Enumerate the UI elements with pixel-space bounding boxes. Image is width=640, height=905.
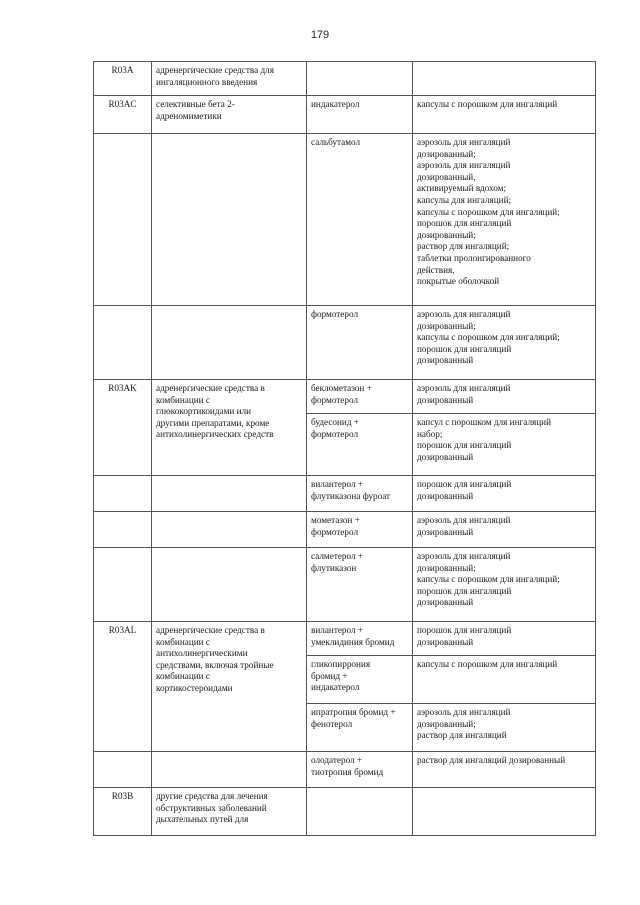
atc-group-name: адренергические средства в комбинации с антихолинергическими средствами, включая тройные комбинации с кортикостероидами	[152, 622, 307, 752]
table-body	[94, 62, 596, 836]
table-row	[94, 752, 596, 788]
table-row	[94, 788, 596, 836]
dosage-form	[413, 788, 596, 836]
atc-code: R03AL	[94, 622, 152, 752]
dosage-form: раствор для ингаляций дозированный	[413, 752, 596, 788]
drug-name: вилантерол + умеклидиния бромид	[307, 622, 413, 656]
atc-group-name: адренергические средства для ингаляционного введения	[152, 62, 307, 96]
table-row	[94, 622, 596, 656]
dosage-form: капсулы с порошком для ингаляций	[413, 656, 596, 704]
drug-name: сальбутамол	[307, 134, 413, 306]
atc-group-name: адренергические средства в комбинации с глюкокортикоидами или другими препаратами, кроме антихолинергических средств	[152, 380, 307, 476]
dosage-form: капсулы с порошком для ингаляций	[413, 96, 596, 134]
dosage-form	[413, 62, 596, 96]
table-row	[94, 62, 596, 96]
dosage-form: аэрозоль для ингаляций дозированный; капсулы с порошком для ингаляций; порошок для ингаляций дозированный	[413, 548, 596, 622]
drug-name: вилантерол + флутиказона фуроат	[307, 476, 413, 512]
atc-group-name: селективные бета 2- адреномиметики	[152, 96, 307, 134]
drug-name: салметерол + флутиказон	[307, 548, 413, 622]
table-row	[94, 380, 596, 414]
drug-name: ипратропия бромид + фенотерол	[307, 704, 413, 752]
dosage-form: аэрозоль для ингаляций дозированный; аэрозоль для ингаляций дозированный, активируемый вдохом; капсулы для ингаляций; капсулы с порошком для ингаляций; порошок для ингаляций дозированный; раствор для ингаляций; таблетки пролонгированного действия, покрытые оболочкой	[413, 134, 596, 306]
table-row	[94, 476, 596, 512]
table-row	[94, 96, 596, 134]
drug-name: индакатерол	[307, 96, 413, 134]
atc-code: R03AK	[94, 380, 152, 476]
dosage-form: аэрозоль для ингаляций дозированный; капсулы с порошком для ингаляций; порошок для ингаляций дозированный	[413, 306, 596, 380]
dosage-form: аэрозоль для ингаляций дозированный; раствор для ингаляций	[413, 704, 596, 752]
atc-code: R03A	[94, 62, 152, 96]
drug-name	[307, 62, 413, 96]
drug-name: формотерол	[307, 306, 413, 380]
table-row	[94, 512, 596, 548]
atc-code: R03AC	[94, 96, 152, 134]
dosage-form: капсул с порошком для ингаляций набор; порошок для ингаляций дозированный	[413, 414, 596, 476]
table-row	[94, 548, 596, 622]
dosage-form: порошок для ингаляций дозированный	[413, 476, 596, 512]
dosage-form: аэрозоль для ингаляций дозированный	[413, 512, 596, 548]
table-row	[94, 306, 596, 380]
drug-name: гликопиррония бромид + индакатерол	[307, 656, 413, 704]
atc-drug-table	[93, 61, 596, 836]
atc-code: R03B	[94, 788, 152, 836]
page-number: 179	[310, 29, 330, 41]
drug-name: беклометазон + формотерол	[307, 380, 413, 414]
drug-name: олодатерол + тиотропия бромид	[307, 752, 413, 788]
drug-name: будесонид + формотерол	[307, 414, 413, 476]
atc-group-name: другие средства для лечения обструктивных заболеваний дыхательных путей для	[152, 788, 307, 836]
dosage-form: порошок для ингаляций дозированный	[413, 622, 596, 656]
drug-name	[307, 788, 413, 836]
table-row	[94, 134, 596, 306]
dosage-form: аэрозоль для ингаляций дозированный	[413, 380, 596, 414]
drug-name: мометазон + формотерол	[307, 512, 413, 548]
